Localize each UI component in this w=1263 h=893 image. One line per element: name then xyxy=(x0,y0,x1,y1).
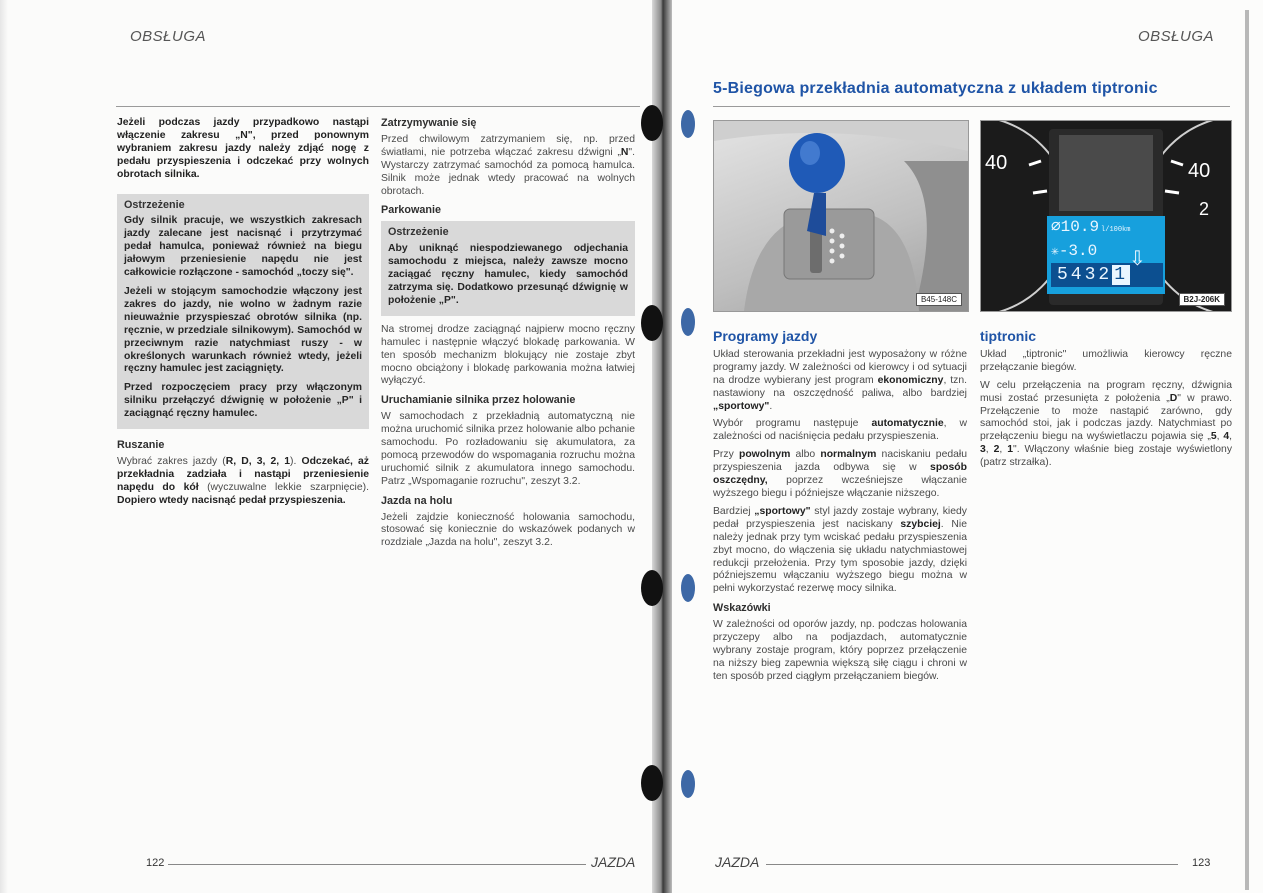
text-run: „sportowy" xyxy=(713,400,770,412)
consumption-readout xyxy=(1051,217,1163,240)
section-heading: Wskazówki xyxy=(713,602,771,615)
left-column-1 xyxy=(117,117,369,513)
warning-title: Ostrzeżenie xyxy=(388,226,449,239)
text-run: Odczekać, aż przekładnia zadziała i nastąpi przeniesienie napędu do kół xyxy=(117,455,369,493)
active-gear: 1 xyxy=(1114,265,1129,285)
stop-paragraph xyxy=(381,134,635,199)
left-column-2 xyxy=(381,117,635,555)
figure-code: B45-148C xyxy=(916,293,962,306)
text-run: Przed chwilowym zatrzymaniem się, np. przed światłami, nie potrzeba włączać zakresu dźwigni „ xyxy=(381,133,635,158)
text-run: , w zależności od naciśnięcia pedału przyspieszenia. xyxy=(713,418,968,443)
binding-hole xyxy=(641,570,663,606)
section-heading: tiptronic xyxy=(980,328,1036,344)
text-run: . xyxy=(769,400,773,412)
text-run: Bardziej xyxy=(713,505,755,517)
figure-code: B2J-206K xyxy=(1179,293,1225,306)
gear-list: 5432 xyxy=(1057,265,1113,285)
left-running-head: OBSŁUGA xyxy=(130,28,207,45)
start-paragraph: W samochodach z przekładnią automatyczną nie można uruchomić silnika przez holowanie albo pchanie samochodu. Po rozładowaniu się akumulatora, za pomocą przewodów do wspomagania rozruchu można uruchomić silnik z akumulatora innego samochodu. Patrz „Wspomaganie rozruchu", zeszyt 3.2. xyxy=(381,411,635,487)
text-run: poprzez wcześniejsze włączanie wyższego biegu i późniejsze włączanie niższego. xyxy=(713,475,967,499)
gear-indicator xyxy=(1051,263,1163,287)
text-run: , xyxy=(1216,431,1224,443)
text-run: W celu przełączenia na program ręczny, dźwignia musi zostać przesunięta z położenia „ xyxy=(980,379,1232,404)
arrow-down-icon: ⇩ xyxy=(1129,248,1146,270)
text-run: Wybrać zakres jazdy ( xyxy=(117,455,226,467)
text-run: D xyxy=(1169,392,1178,404)
page-title: 5-Biegowa przekładnia automatyczna z układem tiptronic xyxy=(713,80,1158,97)
warning-paragraph: Jeżeli w stojącym samochodzie włączony jest zakres do jazdy, nie wolno w żadnym razie nieuważnie przyspieszać obrotów silnika (np. ręcznie, w przedziale silnikowym). Samochód w przeciwnym razie natychmiast ruszy - w określonych warunkach również wtedy, jeżeli ręczny hamulec jest zaciągnięty. xyxy=(124,285,362,375)
section-heading: Parkowanie xyxy=(381,204,442,217)
text-run: albo xyxy=(790,449,821,461)
text-run: 4 xyxy=(1223,431,1230,443)
temperature-value: -3.0 xyxy=(1058,242,1098,260)
park-paragraph: Na stromej drodze zaciągnąć najpierw mocno ręczny hamulec i następnie włączyć blokadę parkowania. W ten sposób mechanizm blokujący nie zostaje zbyt mocno obciążony i blokadę parkowania można łatwiej wyłączyć. xyxy=(381,323,635,387)
text-run: N xyxy=(620,146,629,158)
body-paragraph xyxy=(713,449,967,501)
lcd-display xyxy=(1051,217,1163,287)
svg-text:40: 40 xyxy=(985,152,1008,174)
binding-hole xyxy=(641,765,663,801)
intro-paragraph: Jeżeli podczas jazdy przypadkowo nastąpi włączenie zakresu „N", przed ponownym wybraniem zakresu jazdy należy zdjąć nogę z pedału przyspieszenia i odczekać przy wolnych obrotach silnika. xyxy=(117,117,369,180)
right-footer-rule xyxy=(766,864,1178,865)
text-run: Wybór programu następuje xyxy=(713,418,872,430)
tow-paragraph: Jeżeli zajdzie konieczność holowania samochodu, stosować się koniecznie do wskazówek podanych w rozdziale „Jazda na holu", zeszyt 3.2. xyxy=(381,511,635,549)
section-heading: Programy jazdy xyxy=(713,328,818,344)
text-run: ". Włączony właśnie bieg zostaje wyświetlony (patrz strzałka). xyxy=(980,444,1233,469)
text-run: naciskaniu pedału przyspieszenia jazda odbywa się w xyxy=(713,449,968,474)
instrument-display-photo xyxy=(980,120,1232,312)
consumption-value: ⌀10.9 xyxy=(1051,218,1100,236)
gear-selector-illustration xyxy=(714,121,968,311)
left-header-rule xyxy=(116,106,640,107)
binding-hole xyxy=(681,574,695,602)
tips-paragraph: W zależności od oporów jazdy, np. podczas holowania przyczepy albo na podjazdach, automatycznie wybrany zostaje program, który poprzez przełączenie na niższy bieg zapewnia większą siłę ciągu i chroni w ten sposób przed ciągłym przełączaniem biegów. xyxy=(713,619,967,682)
page-edge-shadow xyxy=(1245,10,1249,890)
left-footer-label: JAZDA xyxy=(591,854,636,870)
warning-box xyxy=(117,194,369,430)
ruszanie-paragraph xyxy=(117,456,369,508)
text-run: 5 xyxy=(1210,431,1217,443)
right-footer-label: JAZDA xyxy=(715,854,760,870)
text-run: ". Wystarczy zatrzymać samochód za pomocą hamulca. Silnik może jednak wtedy pracować na wolnych obrotach. xyxy=(381,146,635,197)
section-heading: Jazda na holu xyxy=(381,494,453,507)
text-run: 2 xyxy=(993,444,1000,456)
text-run: normalnym xyxy=(820,449,877,461)
section-heading: Zatrzymywanie się xyxy=(381,117,477,129)
text-run: szybciej xyxy=(900,518,941,530)
text-run: Dopiero wtedy nacisnąć pedał przyspieszenia. xyxy=(117,494,346,506)
text-run: powolnym xyxy=(738,449,791,461)
text-run: 1 xyxy=(1007,444,1014,456)
text-run: ). xyxy=(290,455,302,467)
body-paragraph xyxy=(980,380,1232,470)
text-run: „sportowy" xyxy=(754,505,811,517)
text-run: 3 xyxy=(980,444,986,456)
text-run: " w prawo. Przełączenie to może nastąpić zarówno, gdy samochód stoi, jak i podczas jazdy. Natychmiast po przełączeniu biegu na wyświetlaczu pojawia się „ xyxy=(980,392,1233,443)
text-run: styl jazdy zostaje wybrany, kiedy pedał przyspieszenia jest naciskany xyxy=(713,505,967,530)
text-run: ekonomiczny xyxy=(877,374,944,386)
binding-hole xyxy=(641,305,663,341)
gear-list: R, D, 3, 2, 1 xyxy=(225,455,291,467)
body-paragraph xyxy=(713,418,967,444)
body-paragraph xyxy=(713,349,967,414)
left-page-number: 122 xyxy=(146,857,165,869)
text-run: (wyczuwalne lekkie szarpnięcie). xyxy=(198,481,369,493)
text-run: , tzn. nastawiony na oszczędność paliwa, albo bardziej xyxy=(713,374,967,399)
body-paragraph: Układ „tiptronic" umożliwia kierowcy ręczne przełączanie biegów. xyxy=(980,348,1232,373)
text-run: automatycznie xyxy=(871,418,944,430)
right-column-2 xyxy=(980,330,1232,475)
binding-hole xyxy=(641,105,663,141)
text-run: . Nie należy jednak przy tym wciskać pedału przyspieszenia zbyt mocno, do włączenia się układu natychmiastowej redukcji przełożenia. Przy tym sposobie jazdy, dzięki późniejszemu włączaniu wyższego biegu można w pełni wykorzystać rezerwę mocy silnika. xyxy=(713,518,967,595)
right-header-rule xyxy=(713,106,1230,107)
left-footer-rule xyxy=(168,864,586,865)
text-run: , xyxy=(985,444,994,456)
warning-title: Ostrzeżenie xyxy=(124,198,185,211)
consumption-unit: l/100km xyxy=(1101,226,1131,234)
right-page-number: 123 xyxy=(1192,857,1211,869)
warning-paragraph: Gdy silnik pracuje, we wszystkich zakresach jazdy zalecane jest nacisnąć i przytrzymać pedał hamulca, ponieważ również na biegu jałowym przeniesienie napędu nie jest całkowicie rozłączone - samochód „toczy się". xyxy=(124,215,362,279)
binding-hole xyxy=(681,110,695,138)
right-column-1 xyxy=(713,330,967,689)
temperature-readout xyxy=(1051,240,1163,263)
right-running-head: OBSŁUGA xyxy=(1138,28,1215,45)
page-edge-shadow xyxy=(0,0,8,893)
svg-text:40: 40 xyxy=(1188,160,1211,182)
body-paragraph xyxy=(713,506,967,596)
text-run: , xyxy=(999,444,1008,456)
binding-hole xyxy=(681,770,695,798)
section-heading: Uruchamianie silnika przez holowanie xyxy=(381,394,576,407)
text-run: sposób oszczędny, xyxy=(713,462,967,487)
snowflake-icon: ✳ xyxy=(1051,244,1059,259)
section-heading: Ruszanie xyxy=(117,439,165,452)
warning-box xyxy=(381,221,635,315)
warning-paragraph: Aby uniknąć niespodziewanego odjechania samochodu z miejsca, należy zawsze mocno zaciągać ręczny hamulec, kiedy samochód zatrzyma się. Dodatkowo przesunąć dźwignię w położenie „P". xyxy=(388,243,628,306)
text-run: Układ sterowania przekładni jest wyposażony w różne programy jazdy. W zależności od kierowcy i od sytuacji na drodze wybierany jest program xyxy=(713,348,967,386)
svg-text:2: 2 xyxy=(1199,199,1210,219)
gear-selector-photo xyxy=(713,120,969,312)
warning-paragraph: Przed rozpoczęciem pracy przy włączonym silniku przełączyć dźwignię w położenie „P" i zaciągnąć ręczny hamulec. xyxy=(124,382,362,420)
text-run: Przy xyxy=(713,449,739,461)
binding-hole xyxy=(681,308,695,336)
text-run: , xyxy=(1229,431,1233,443)
